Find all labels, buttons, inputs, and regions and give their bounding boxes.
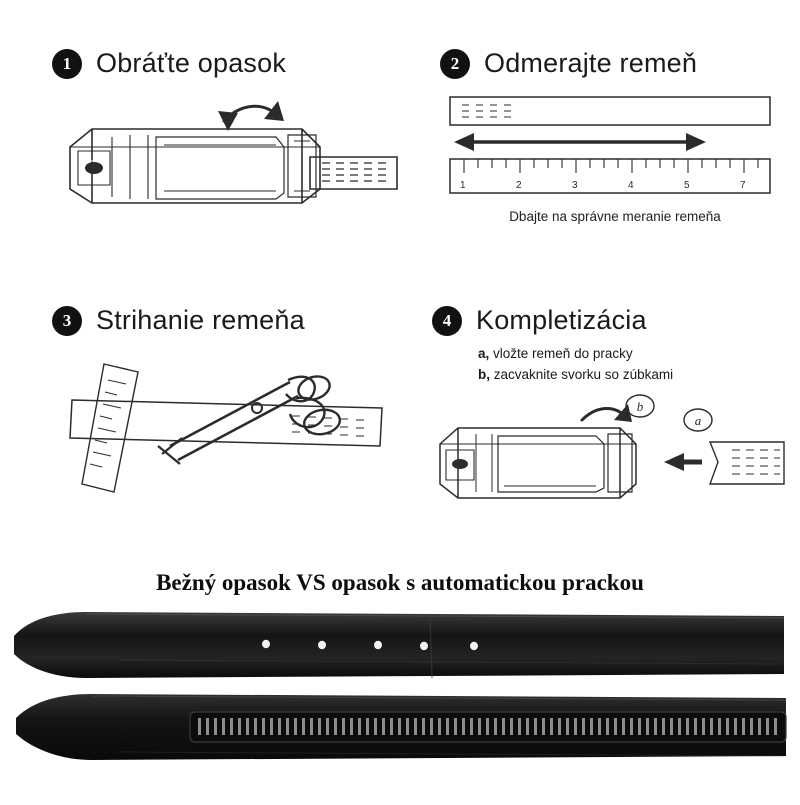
buckle-assembly-icon: [432, 392, 792, 522]
step-2-header: [440, 48, 790, 79]
step-1: [52, 48, 412, 268]
step-4-title: Kompletizácia: [476, 305, 647, 335]
step-4-sub-marker-a: a,: [478, 346, 490, 361]
ruler-measure-icon: [440, 85, 790, 205]
compare-title: Bežný opasok VS opasok s automatickou prackou: [156, 570, 644, 595]
step-3-header: [52, 305, 412, 336]
step-4-sub-marker-b: b,: [478, 366, 490, 382]
step-3-title: Strihanie remeňa: [96, 305, 305, 335]
step-4-sub-item-b: [478, 365, 792, 386]
step-2: [440, 48, 790, 268]
svg-text:4: 4: [628, 180, 634, 191]
step-3-number-badge: 3: [52, 306, 82, 336]
step-4: [432, 305, 792, 535]
belt-buckle-flip-icon: [52, 85, 412, 220]
svg-text:3: 3: [572, 180, 578, 191]
step-3: [52, 305, 412, 535]
step-1-header: [52, 48, 412, 79]
step-2-caption: Dbajte na správne meranie remeňa: [509, 209, 721, 224]
svg-text:b: b: [636, 398, 644, 414]
step-2-number-badge: 2: [440, 49, 470, 79]
scissors-cut-icon: [52, 342, 412, 522]
svg-text:5: 5: [684, 180, 690, 191]
step-2-title: Odmerajte remeň: [484, 48, 698, 78]
step-1-number-badge: 1: [52, 49, 82, 79]
svg-text:a: a: [694, 412, 702, 428]
svg-text:1: 1: [460, 180, 466, 191]
classic-belt-with-holes: [14, 612, 784, 678]
step-4-sub-list: [478, 344, 792, 386]
step-4-header: [432, 305, 792, 336]
belts-comparison: [0, 600, 800, 800]
step-4-sub-text-a: vložte remeň do pracky: [493, 346, 633, 361]
svg-text:2: 2: [516, 180, 522, 191]
step-4-sub-item-a: [478, 344, 792, 365]
svg-text:7: 7: [740, 180, 746, 191]
step-4-number-badge: 4: [432, 306, 462, 336]
step-4-sub-text-b: zacvaknite svorku so zúbkami: [493, 366, 674, 382]
automatic-belt-with-track: [16, 694, 786, 760]
step-1-title: Obráťte opasok: [96, 48, 287, 78]
